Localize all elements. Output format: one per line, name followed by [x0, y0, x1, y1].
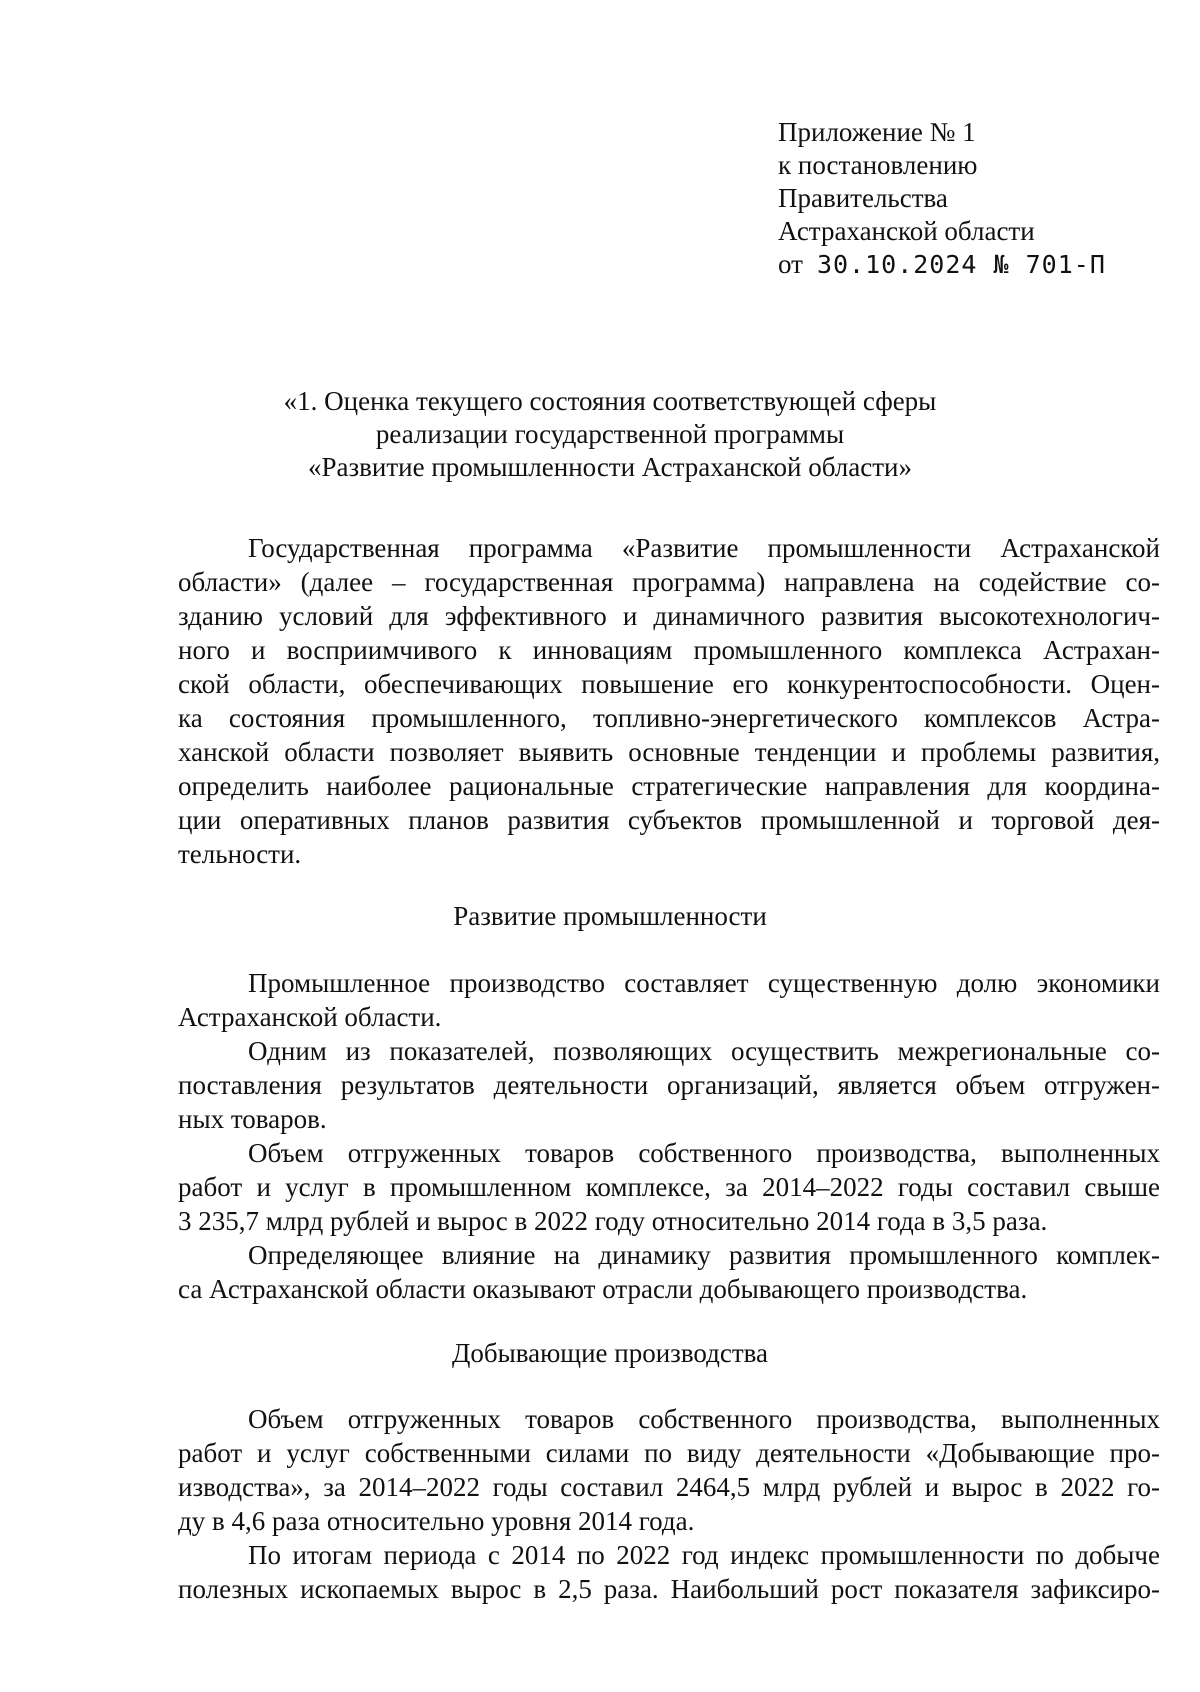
- text-line: определить наиболее рациональные стратегические направления для координа-: [178, 771, 1160, 801]
- text-line: Промышленное производство составляет существенную долю экономики: [248, 968, 1160, 998]
- section-title-line: «Развитие промышленности Астраханской области»: [308, 452, 912, 482]
- appendix-number: Приложение № 1: [778, 117, 976, 147]
- text-line: ного и восприимчивого к инновациям промышленного комплекса Астрахан-: [178, 635, 1160, 665]
- text-line: Одним из показателей, позволяющих осуществить межрегиональные со-: [248, 1036, 1160, 1066]
- text-line: работ и услуг собственными силами по виду деятельности «Добывающие про-: [178, 1438, 1160, 1468]
- text-line: 3 235,7 млрд рублей и вырос в 2022 году относительно 2014 года в 3,5 раза.: [178, 1206, 1048, 1236]
- subheading-industry: Развитие промышленности: [453, 901, 767, 931]
- text-line: поставления результатов деятельности организаций, является объем отгружен-: [178, 1070, 1160, 1100]
- appendix-date-line: [778, 248, 1106, 281]
- text-line: изводства», за 2014–2022 годы составил 2464,5 млрд рублей и вырос в 2022 го-: [178, 1472, 1160, 1502]
- text-line: са Астраханской области оказывают отрасли добывающего производства.: [178, 1274, 1028, 1304]
- text-line: Объем отгруженных товаров собственного производства, выполненных: [248, 1404, 1160, 1434]
- appendix-resolution: к постановлению: [778, 150, 978, 180]
- text-line: полезных ископаемых вырос в 2,5 раза. Наибольший рост показателя зафиксиро-: [178, 1574, 1160, 1604]
- section-title-line: реализации государственной программы: [375, 419, 845, 449]
- text-line: Определяющее влияние на динамику развития промышленного комплек-: [248, 1240, 1160, 1270]
- text-line: Объем отгруженных товаров собственного производства, выполненных: [248, 1138, 1160, 1168]
- text-line: ка состояния промышленного, топливно-энергетического комплексов Астра-: [178, 703, 1160, 733]
- date-stamp: 30.10.2024 № 701-П: [816, 250, 1106, 279]
- text-line: Астраханской области.: [178, 1002, 442, 1032]
- text-line: зданию условий для эффективного и динамичного развития высокотехнологич-: [178, 601, 1160, 631]
- appendix-block: [778, 116, 1106, 281]
- text-line: По итогам периода с 2014 по 2022 год индекс промышленности по добыче: [248, 1540, 1160, 1570]
- text-line: ской области, обеспечивающих повышение его конкурентоспособности. Оцен-: [178, 669, 1160, 699]
- text-line: области» (далее – государственная программа) направлена на содействие со-: [178, 567, 1160, 597]
- text-line: ных товаров.: [178, 1104, 327, 1134]
- text-line: ции оперативных планов развития субъектов промышленной и торговой дея-: [178, 805, 1160, 835]
- subheading-mining: Добывающие производства: [451, 1338, 769, 1368]
- text-line: ханской области позволяет выявить основные тенденции и проблемы развития,: [178, 737, 1160, 767]
- appendix-government: Правительства: [778, 183, 948, 213]
- text-line: ду в 4,6 раза относительно уровня 2014 года.: [178, 1506, 695, 1536]
- text-line: работ и услуг в промышленном комплексе, за 2014–2022 годы составил свыше: [178, 1172, 1160, 1202]
- appendix-region: Астраханской области: [778, 216, 1035, 246]
- section-title-line: «1. Оценка текущего состояния соответствующей сферы: [283, 386, 937, 416]
- text-line: Государственная программа «Развитие промышленности Астраханской: [248, 533, 1160, 563]
- text-line: тельности.: [178, 839, 302, 869]
- date-prefix: от: [778, 249, 803, 279]
- section-title: [180, 385, 1040, 484]
